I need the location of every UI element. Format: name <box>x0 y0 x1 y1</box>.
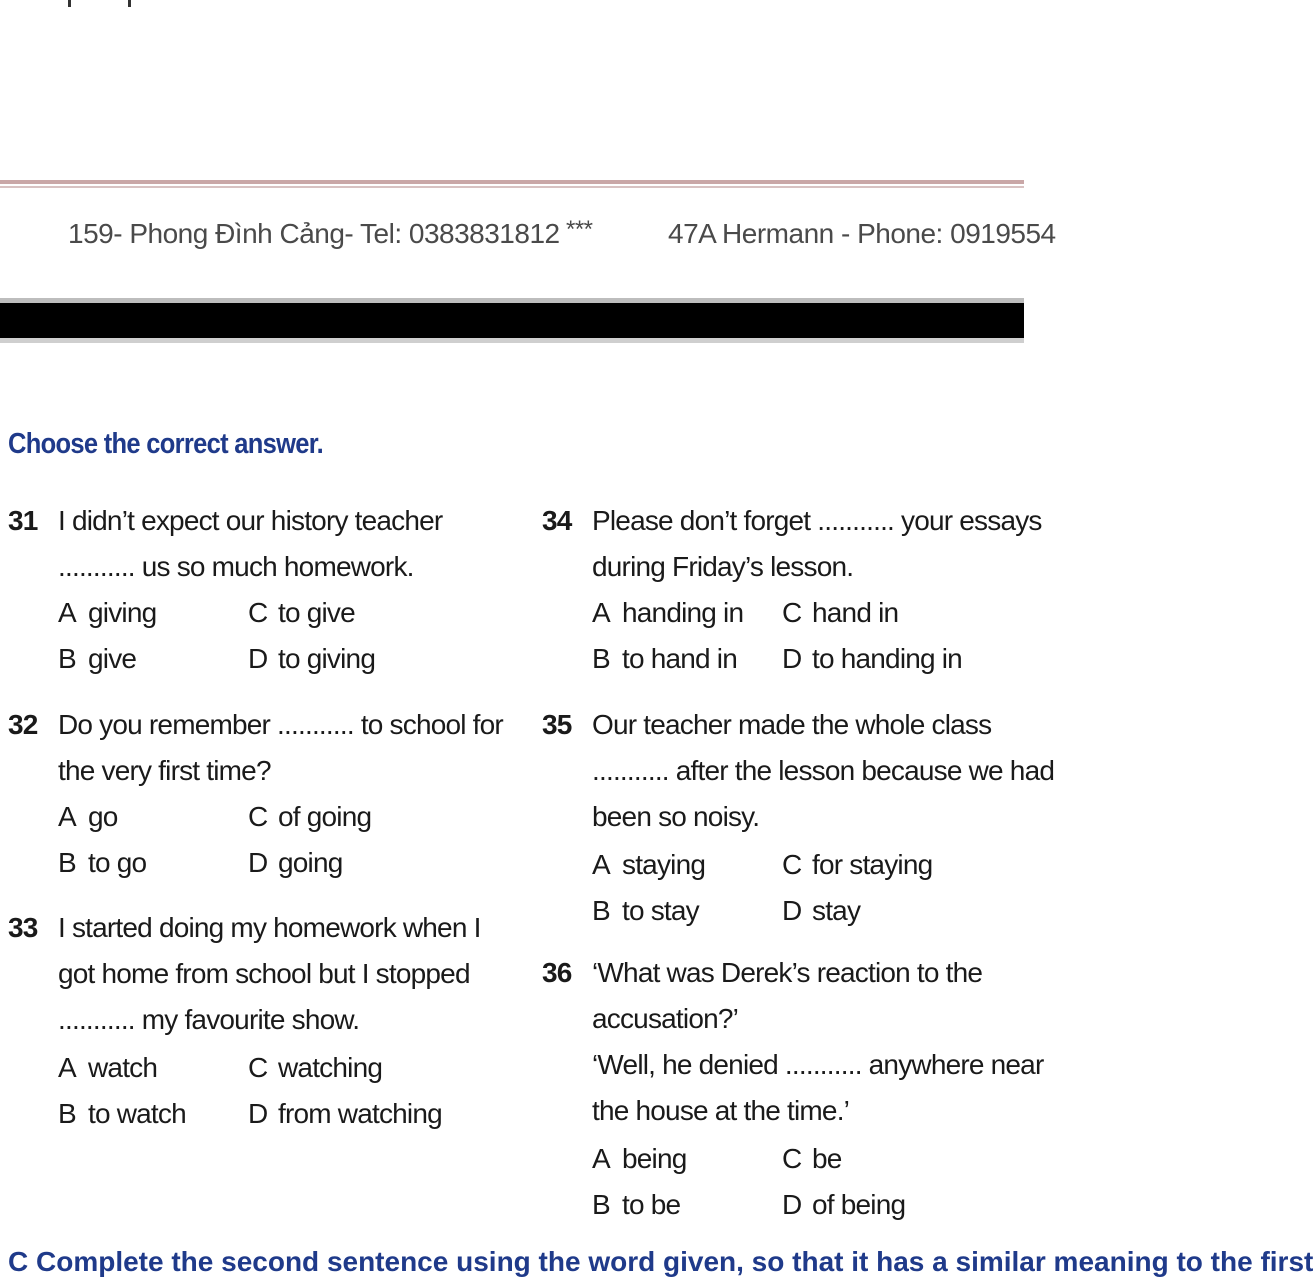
option-letter: C <box>782 1143 802 1174</box>
question-number: 36 <box>542 957 572 988</box>
option-letter: D <box>248 847 268 878</box>
option-text: hand in <box>812 597 899 628</box>
option-text: staying <box>622 849 706 880</box>
next-section-heading: C Complete the second sentence using the word given, so that it has a similar meaning to the first <box>8 1246 1313 1277</box>
question-number: 34 <box>542 505 572 536</box>
option-text: going <box>278 847 343 878</box>
question-line: ‘Well, he denied ........... anywhere near <box>592 1049 1044 1080</box>
option-letter: D <box>248 1098 268 1129</box>
question-35 <box>542 702 1055 942</box>
question-line: the house at the time.’ <box>592 1095 850 1126</box>
option-c[interactable] <box>248 590 355 636</box>
option-a[interactable] <box>58 590 156 636</box>
question-line: Do you remember ........... to school for <box>58 709 503 740</box>
option-a[interactable] <box>592 590 743 636</box>
question-34 <box>542 498 1042 688</box>
option-a[interactable] <box>592 842 705 888</box>
address-left: 159- Phong Đình Cảng- Tel: 0383831812 <box>68 218 560 249</box>
mark <box>68 0 71 7</box>
question-text <box>592 702 1055 840</box>
question-text <box>58 498 478 590</box>
option-text: to give <box>278 597 355 628</box>
option-text: to handing in <box>812 643 962 674</box>
question-line: got home from school but I stopped <box>58 958 470 989</box>
option-text: of being <box>812 1189 906 1220</box>
question-line: ‘What was Derek’s reaction to the <box>592 957 983 988</box>
option-b[interactable] <box>592 636 737 682</box>
option-letter: C <box>248 597 268 628</box>
question-line: ........... my favourite show. <box>58 1004 360 1035</box>
option-text: of going <box>278 801 372 832</box>
question-line: been so noisy. <box>592 801 760 832</box>
header-rule-thin <box>0 186 1024 188</box>
option-text: to giving <box>278 643 376 674</box>
option-text: stay <box>812 895 861 926</box>
question-31 <box>8 498 508 688</box>
question-line: I started doing my homework when I <box>58 912 481 943</box>
option-d[interactable] <box>782 888 860 934</box>
option-letter: D <box>782 643 802 674</box>
option-c[interactable] <box>782 1136 842 1182</box>
option-letter: A <box>58 801 76 832</box>
question-text <box>592 498 1042 590</box>
option-letter: D <box>248 643 268 674</box>
section-instruction: Choose the correct answer. <box>8 428 323 460</box>
option-text: be <box>812 1143 842 1174</box>
option-b[interactable] <box>592 888 699 934</box>
option-b[interactable] <box>592 1182 680 1228</box>
question-number: 33 <box>8 912 38 943</box>
option-letter: C <box>248 1052 268 1083</box>
option-c[interactable] <box>782 842 932 888</box>
option-letter: B <box>58 847 76 878</box>
option-text: for staying <box>812 849 933 880</box>
question-number: 31 <box>8 505 38 536</box>
question-line: I didn’t expect our history teacher <box>58 505 443 536</box>
option-letter: B <box>58 1098 76 1129</box>
option-c[interactable] <box>782 590 898 636</box>
option-b[interactable] <box>58 840 146 886</box>
question-text <box>58 905 481 1043</box>
option-text: handing in <box>622 597 744 628</box>
option-letter: A <box>592 1143 610 1174</box>
option-d[interactable] <box>248 840 343 886</box>
question-36 <box>542 950 1044 1240</box>
option-letter: D <box>782 1189 802 1220</box>
address-right: 47A Hermann - Phone: 0919554 <box>668 218 1056 249</box>
option-letter: C <box>782 597 802 628</box>
option-letter: A <box>58 597 76 628</box>
option-d[interactable] <box>782 1182 905 1228</box>
option-letter: B <box>592 1189 610 1220</box>
question-32 <box>8 702 508 892</box>
question-text <box>58 702 503 794</box>
option-text: to watch <box>88 1098 186 1129</box>
question-line: Please don’t forget ........... your essays <box>592 505 1042 536</box>
separator: *** <box>566 216 593 243</box>
question-text <box>592 950 1044 1134</box>
option-letter: B <box>58 643 76 674</box>
option-a[interactable] <box>58 1045 157 1091</box>
option-text: to stay <box>622 895 699 926</box>
option-b[interactable] <box>58 1091 186 1137</box>
option-c[interactable] <box>248 794 371 840</box>
option-letter: C <box>782 849 802 880</box>
page-header <box>0 214 1056 258</box>
question-line: accusation?’ <box>592 1003 739 1034</box>
option-a[interactable] <box>58 794 118 840</box>
option-text: giving <box>88 597 157 628</box>
question-line: ........... after the lesson because we had <box>592 755 1055 786</box>
option-letter: D <box>782 895 802 926</box>
divider-black-band <box>0 303 1024 338</box>
option-text: watch <box>88 1052 158 1083</box>
option-d[interactable] <box>782 636 962 682</box>
question-line: ........... us so much homework. <box>58 551 414 582</box>
option-text: from watching <box>278 1098 442 1129</box>
option-text: to hand in <box>622 643 737 674</box>
question-line: the very first time? <box>58 755 271 786</box>
divider-gray <box>0 338 1024 343</box>
top-edge-marks <box>68 0 158 8</box>
question-line: during Friday’s lesson. <box>592 551 854 582</box>
mark <box>128 0 131 7</box>
question-line: Our teacher made the whole class <box>592 709 992 740</box>
option-letter: A <box>592 597 610 628</box>
option-text: give <box>88 643 137 674</box>
option-letter: B <box>592 895 610 926</box>
option-d[interactable] <box>248 1091 442 1137</box>
option-letter: C <box>248 801 268 832</box>
question-number: 35 <box>542 709 572 740</box>
option-d[interactable] <box>248 636 375 682</box>
option-text: being <box>622 1143 687 1174</box>
option-letter: B <box>592 643 610 674</box>
option-a[interactable] <box>592 1136 687 1182</box>
question-number: 32 <box>8 709 38 740</box>
option-letter: A <box>592 849 610 880</box>
option-text: go <box>88 801 118 832</box>
header-rule <box>0 180 1024 184</box>
option-text: to be <box>622 1189 681 1220</box>
option-text: watching <box>278 1052 383 1083</box>
option-text: to go <box>88 847 147 878</box>
question-33 <box>8 905 508 1145</box>
option-c[interactable] <box>248 1045 382 1091</box>
option-b[interactable] <box>58 636 136 682</box>
option-letter: A <box>58 1052 76 1083</box>
